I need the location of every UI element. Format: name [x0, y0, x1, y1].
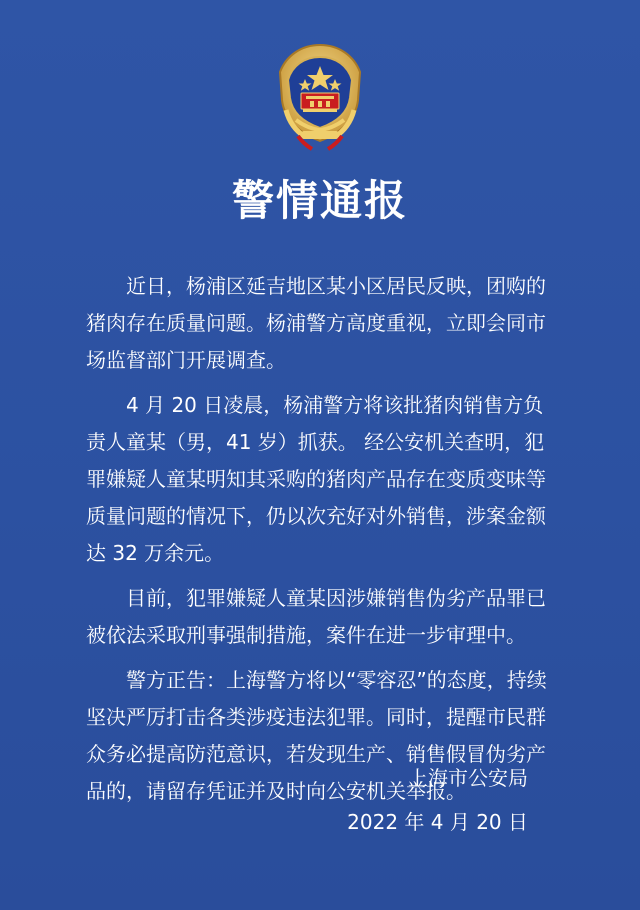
notice-paragraph: 4 月 20 日凌晨，杨浦警方将该批猪肉销售方负责人童某（男，41 岁）抓获。 经公安机关查明，犯罪嫌疑人童某明知其采购的猪肉产品存在变质变味等质量问题的情况下，仍以次充好对外销售，涉案金额达 32 万余元。	[86, 393, 546, 565]
issue-date: 2022 年 4 月 20 日	[347, 810, 528, 834]
notice-title: 警情通报	[231, 176, 408, 225]
issuing-organization: 上海市公安局	[408, 766, 528, 790]
notice-body	[86, 268, 556, 818]
notice-paragraph: 警方正告：上海警方将以“零容忍”的态度，持续坚决严厉打击各类涉疫违法犯罪。同时，提醒市民群众务必提高防范意识，若发现生产、销售假冒伪劣产品的，请留存凭证并及时向公安机关举报。	[86, 668, 547, 803]
police-emblem-icon	[258, 32, 382, 156]
notice-paragraph: 目前，犯罪嫌疑人童某因涉嫌销售伪劣产品罪已被依法采取刑事强制措施，案件在进一步审理中。	[86, 586, 546, 647]
notice-paragraph: 近日，杨浦区延吉地区某小区居民反映，团购的猪肉存在质量问题。杨浦警方高度重视，立即会同市场监督部门开展调查。	[86, 274, 546, 372]
notice-signature	[347, 760, 528, 840]
